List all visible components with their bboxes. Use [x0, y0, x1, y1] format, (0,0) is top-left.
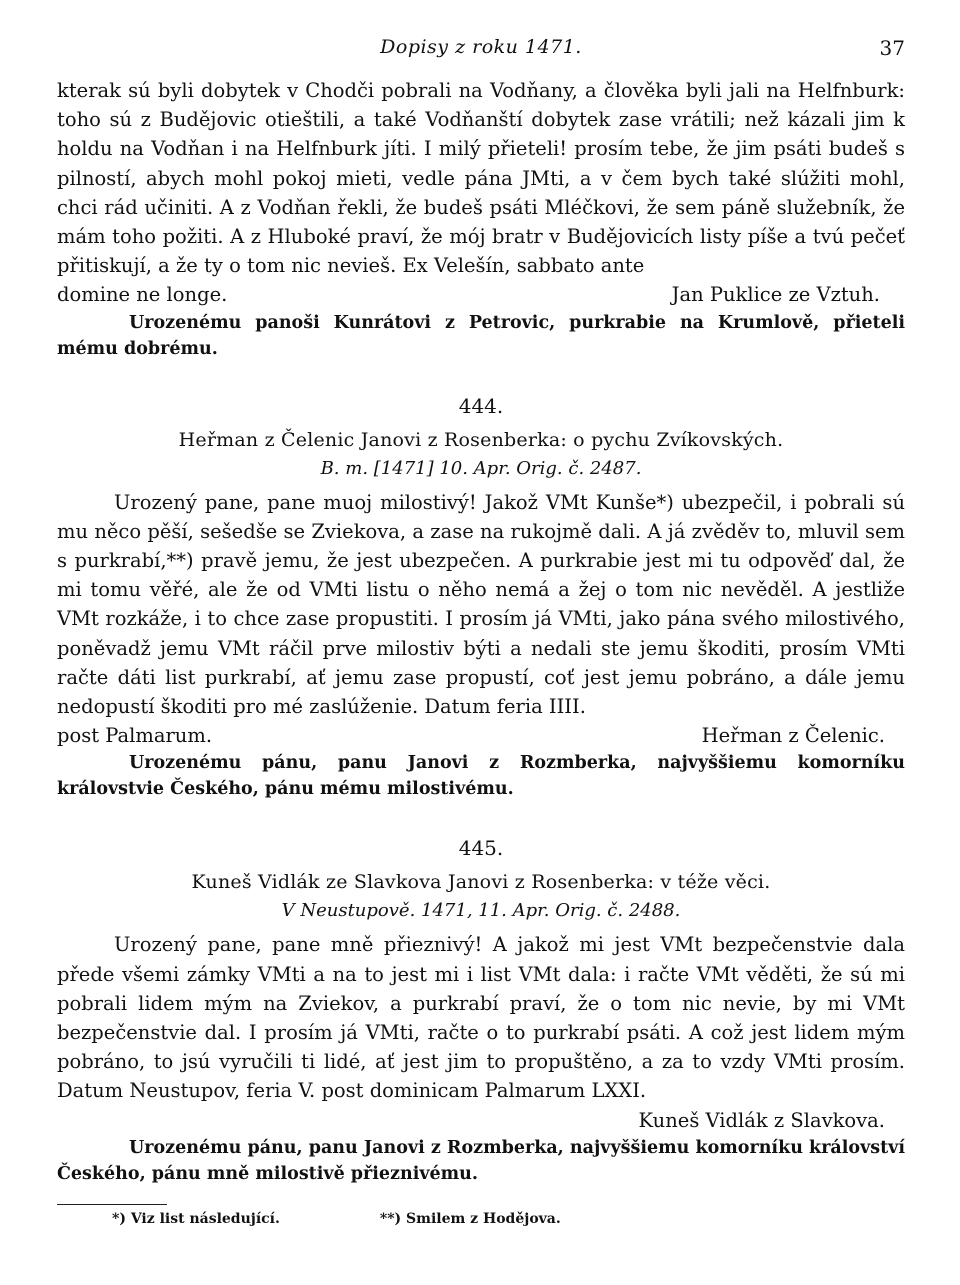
letter-445-signature: Kuneš Vidlák z Slavkova. — [638, 1108, 885, 1132]
letter-443-closing-date: domine ne longe. — [57, 283, 228, 307]
letter-444-closing — [57, 721, 905, 750]
letter-443-address: Urozenému panoši Kunrátovi z Petrovic, purkrabie na Krumlově, přieteli mému dobrému. — [57, 312, 905, 359]
letter-445-paragraph: Urozený pane, pane mně přieznivý! A jakož mi jest VMt bezpečenstvie dala přede všemi zámky VMti a na to jest mi i list VMt dala: i račte VMt věděti, že sú mi pobrali lidem mým na Zviekov, a purkrabí praví, že o tom nic nevie, by mi VMt bezpečenstvie dal. I prosím já VMti, račte o to purkrabí psáti. A což jest lidem mým pobráno, to jsú vyručili ti lidé, ať jest jim to propuštěno, a za to vzdy VMti prosím. Datum Neustupov, feria V. post dominicam Palmarum LXXI. — [57, 933, 905, 1103]
letter-444-source: B. m. [1471] 10. Apr. Orig. č. 2487. — [320, 457, 642, 479]
running-head — [57, 36, 905, 76]
letter-444-body — [57, 488, 905, 751]
footnote-rule — [57, 1204, 167, 1205]
letter-444-closing-date: post Palmarum. — [57, 724, 213, 748]
letter-443-signature: Jan Puklice ze Vztuh. — [671, 283, 880, 307]
letter-444-number: 444. — [458, 393, 504, 418]
letter-444-title: Heřman z Čelenic Janovi z Rosenberka: o pychu Zvíkovských. — [178, 428, 784, 451]
letter-443-paragraph: kterak sú byli dobytek v Chodči pobrali na Vodňany, a člověka byli jali na Helfnburk: toho sú z Budějovic otieštili, a také Vodňanští dobytek zase vrátili; než kázali jim k holdu na Vodňan i na Helfnburk jíti. I milý přieteli! prosím tebe, že jim psáti budeš s pilností, abych mohl pokoj mieti, vedle pána JMti, a v čem bych také slúžiti mohl, chci rád učiniti. A z Vodňan řekli, že budeš psáti Mléčkovi, že sem páně služebník, že mám toho požiti. A z Hluboké praví, že mój bratr v Budějovicích listy píše a tvú pečeť přitiskují, a že ty o tom nic nevieš. Ex Velešín, sabbato ante — [57, 79, 905, 278]
letter-445-body — [57, 930, 905, 1105]
letter-445-source: V Neustupově. 1471, 11. Apr. Orig. č. 2488. — [281, 900, 681, 922]
footnote-1: *) Viz list následující. — [112, 1211, 280, 1228]
letter-444-paragraph: Urozený pane, pane muoj milostivý! Jakož VMt Kunše*) ubezpečil, i pobrali sú mu něco pěší, sešedše se Zviekova, a zase na rukojmě dali. A já zvěděv to, mluvil sem s purkrabí,**) pravě jemu, že jest ubezpečen. A purkrabie jest mi tu odpověď dal, že mi tomu věřé, ale že od VMti listu o něho nemá a žej o tom nic nevěděl. A jestliže VMt rozkáže, i to chce zase propustiti. I prosím já VMti, jako pána svého milostivého, poněvadž jemu VMt ráčil prve milostiv býti a nedali ste jemu škoditi, prosím VMti račte dáti list purkrabí, ať jemu zase propustí, coť jest jemu pobráno, a dále jemu nedopustí škoditi pro mé zaslúženie. Datum feria IIII. — [57, 490, 905, 719]
footnotes — [57, 1209, 905, 1229]
page-number: 37 — [879, 36, 905, 60]
running-title: Dopisy z roku 1471. — [380, 36, 582, 58]
letter-444-signature: Heřman z Čelenic. — [701, 724, 885, 748]
letter-445-address: Urozenému pánu, panu Janovi z Rozmberka, najvyššiemu komorníku království Českého, pánu mně milostivě přieznivému. — [57, 1137, 905, 1184]
footnote-2: **) Smilem z Hodějova. — [379, 1211, 561, 1228]
letter-445-number: 445. — [458, 836, 504, 861]
letter-444-address: Urozenému pánu, panu Janovi z Rozmberka, najvyššiemu komorníku královstvie Českého, pánu mému milostivému. — [57, 753, 905, 800]
letter-443-body — [57, 76, 905, 310]
letter-445-title: Kuneš Vidlák ze Slavkova Janovi z Rosenberka: v téže věci. — [191, 871, 771, 894]
letter-443-closing — [57, 280, 905, 309]
